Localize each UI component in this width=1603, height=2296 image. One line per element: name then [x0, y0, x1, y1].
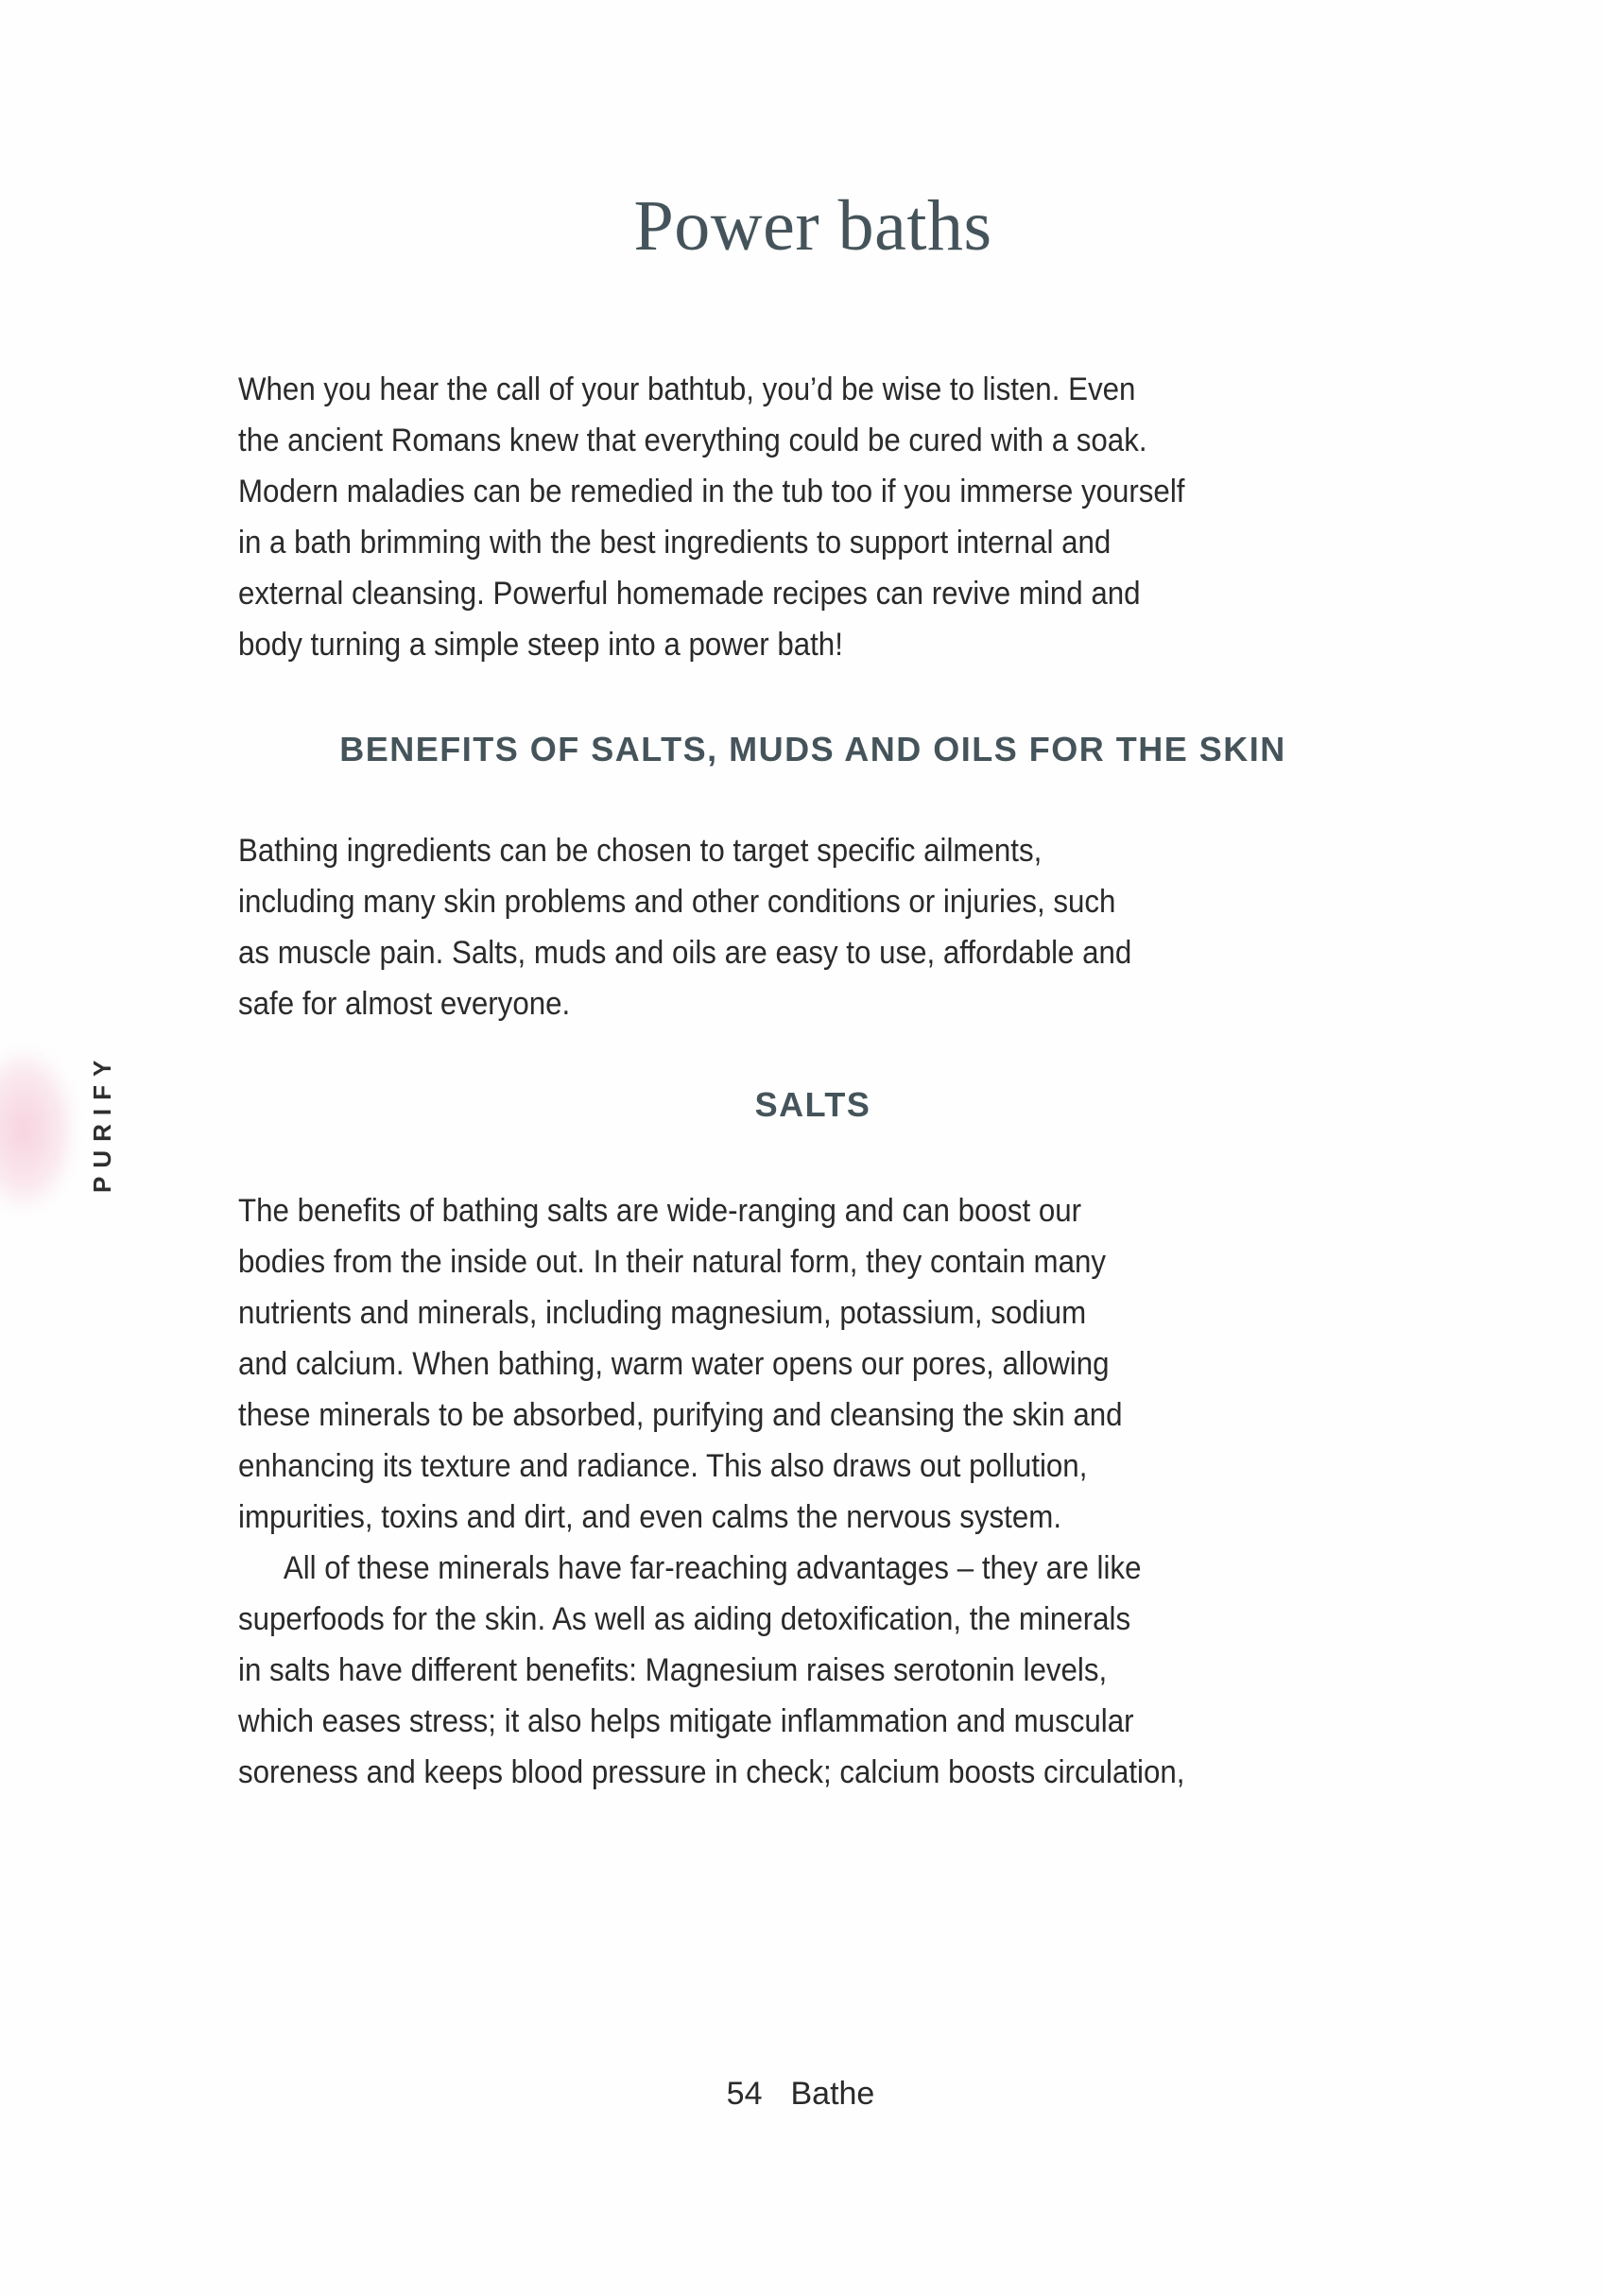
watercolor-wash-decoration [0, 1049, 76, 1210]
text-line: When you hear the call of your bathtub, you’d be wise to listen. Even [238, 371, 1136, 407]
text-line: including many skin problems and other conditions or injuries, such [238, 884, 1116, 920]
text-line: the ancient Romans knew that everything could be cured with a soak. [238, 423, 1147, 458]
salts-paragraph [238, 1185, 1334, 1798]
text-line: soreness and keeps blood pressure in check; calcium boosts circulation, [238, 1754, 1185, 1790]
text-line: enhancing its texture and radiance. This also draws out pollution, [238, 1448, 1088, 1484]
section-side-tab: PURIFY [88, 1051, 116, 1193]
text-line: superfoods for the skin. As well as aiding detoxification, the minerals [238, 1601, 1131, 1637]
text-line: external cleansing. Powerful homemade recipes can revive mind and [238, 576, 1141, 612]
text-line: Bathing ingredients can be chosen to target specific ailments, [238, 833, 1043, 869]
text-line: impurities, toxins and dirt, and even calms the nervous system. [238, 1499, 1062, 1535]
page-number: 54 [726, 2076, 763, 2112]
text-line: in a bath brimming with the best ingredients to support internal and [238, 525, 1112, 561]
text-line: which eases stress; it also helps mitigate inflammation and muscular [238, 1703, 1134, 1739]
page-title: Power baths [633, 186, 992, 266]
text-line: nutrients and minerals, including magnesium, potassium, sodium [238, 1295, 1087, 1331]
page-footer [0, 2076, 1603, 2113]
text-line: bodies from the inside out. In their natural form, they contain many [238, 1244, 1107, 1280]
text-line: these minerals to be absorbed, purifying and cleansing the skin and [238, 1397, 1123, 1433]
text-line: The benefits of bathing salts are wide-ranging and can boost our [238, 1193, 1082, 1229]
text-line: in salts have different benefits: Magnesium raises serotonin levels, [238, 1652, 1108, 1688]
intro-paragraph [238, 364, 1334, 670]
section-heading-benefits: BENEFITS OF SALTS, MUDS AND OILS FOR THE SKIN [339, 730, 1286, 768]
section-heading-salts: SALTS [754, 1085, 871, 1124]
text-line: body turning a simple steep into a power bath! [238, 627, 843, 663]
text-line: safe for almost everyone. [238, 986, 571, 1022]
text-line: as muscle pain. Salts, muds and oils are easy to use, affordable and [238, 935, 1132, 971]
benefits-paragraph [238, 825, 1334, 1029]
text-line: All of these minerals have far-reaching advantages – they are like [283, 1550, 1142, 1586]
text-line: Modern maladies can be remedied in the tub too if you immerse yourself [238, 474, 1185, 509]
book-title: Bathe [790, 2076, 875, 2112]
text-line: and calcium. When bathing, warm water opens our pores, allowing [238, 1346, 1110, 1382]
